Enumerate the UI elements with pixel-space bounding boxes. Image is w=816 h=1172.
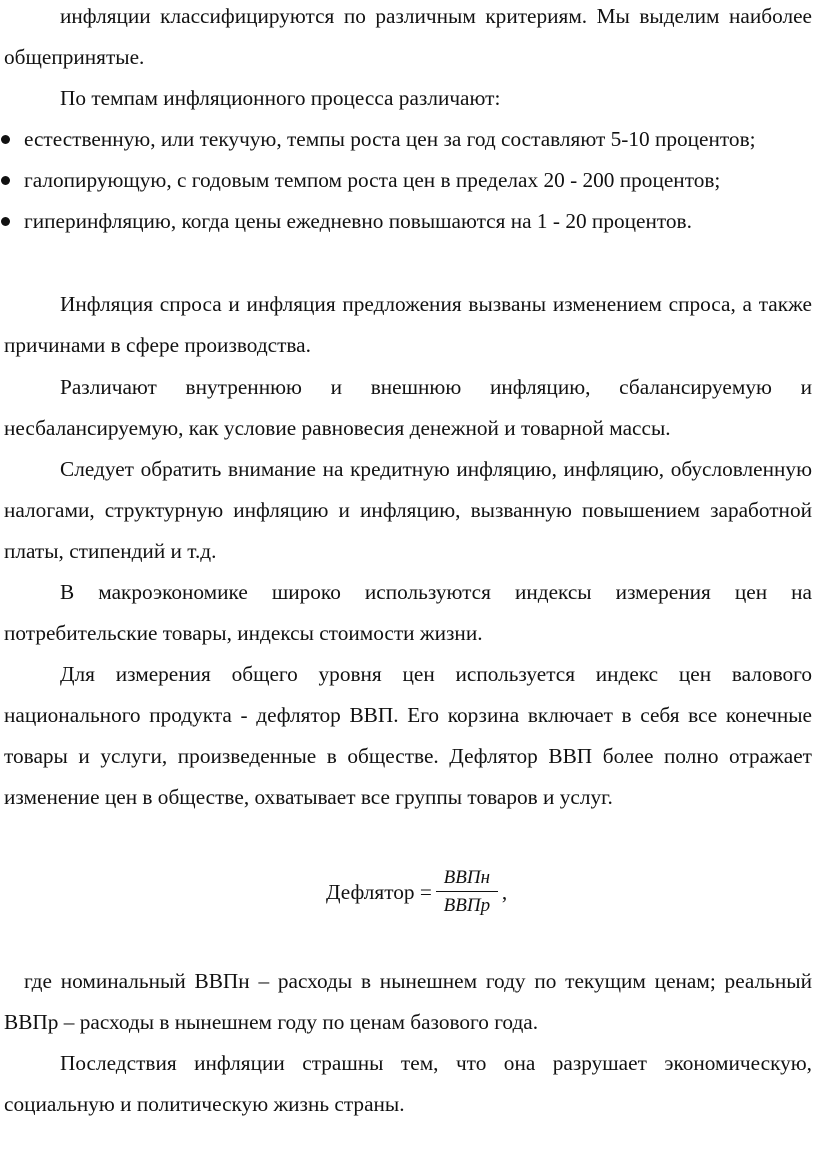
bullet-text: гиперинфляцию, когда цены ежедневно повышаются на 1 - 20 процентов. (24, 209, 692, 233)
list-item (0, 201, 812, 242)
formula-numerator: ВВПн (443, 867, 491, 888)
formula-fraction (436, 867, 498, 917)
bullet-text: галопирующую, с годовым темпом роста цен в пределах 20 - 200 процентов; (24, 168, 721, 192)
list-item (0, 119, 812, 160)
paragraph-tempo-lead: По темпам инфляционного процесса различают: (60, 86, 501, 110)
bullet-icon (1, 135, 10, 144)
bullet-text: естественную, или текучую, темпы роста цен за год составляют 5-10 процентов; (24, 127, 756, 151)
paragraph-intro-end: инфляции классифицируются по различным критериям. Мы выделим наиболее общепринятые. (4, 4, 812, 69)
list-item (0, 160, 812, 201)
bullet-icon (1, 176, 10, 185)
paragraph-credit-inflation: Следует обратить внимание на кредитную инфляцию, инфляцию, обусловленную налогами, структурную инфляцию и инфляцию, вызванную повышением заработной платы, стипендий и т.д. (4, 457, 812, 563)
deflator-formula (326, 864, 507, 920)
paragraph-consequences: Последствия инфляции страшны тем, что она разрушает экономическую, социальную и политическую жизнь страны. (4, 1051, 812, 1116)
bullet-icon (1, 217, 10, 226)
formula-comma: , (501, 879, 508, 904)
paragraph-where: где номинальный ВВПн – расходы в нынешнем году по текущим ценам; реальный ВВПр – расходы в нынешнем году по ценам базового года. (4, 969, 812, 1034)
paragraph-internal-external: Различают внутреннюю и внешнюю инфляцию, сбалансируемую и несбалансируемую, как условие равновесия денежной и товарной массы. (4, 375, 812, 440)
formula-lhs: Дефлятор = (326, 879, 432, 904)
paragraph-gdp-deflator: Для измерения общего уровня цен используется индекс цен валового национального продукта - дефлятор ВВП. Его корзина включает в себя все конечные товары и услуги, произведенные в обществе. Дефлятор ВВП более полно отражает изменение цен в обществе, охватывает все группы товаров и услуг. (4, 662, 812, 809)
bullet-list-inflation-tempo (0, 119, 812, 242)
paragraph-macroeconomics: В макроэкономике широко используются индексы измерения цен на потребительские товары, индексы стоимости жизни. (4, 580, 812, 645)
paragraph-demand-supply: Инфляция спроса и инфляция предложения вызваны изменением спроса, а также причинами в сфере производства. (4, 292, 812, 357)
formula-denominator: ВВПр (443, 895, 491, 916)
